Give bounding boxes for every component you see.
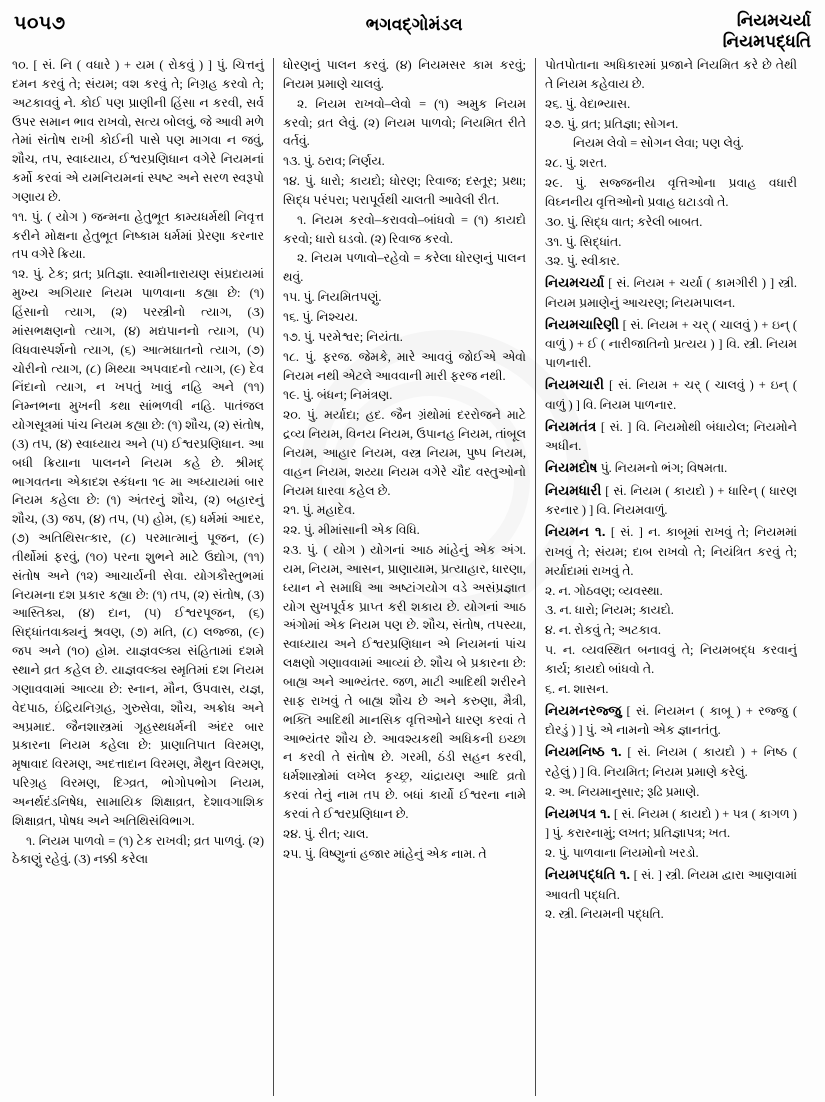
- text-column-1: [12, 56, 273, 1096]
- sense-paragraph: ૨૨. પું. મીમાંસાની એક વિધિ.: [283, 523, 420, 538]
- headword: નિયમપત્ર ૧.: [545, 805, 611, 821]
- book-title: ભગવદ્ગોમંડલ: [365, 15, 463, 34]
- sense-paragraph: ૨૬. પું. વેદાભ્યાસ.: [545, 96, 631, 111]
- sense-paragraph: ૨૯. પું. સજ્જનીય વૃત્તિઓના પ્રવાહ વધારી વિઘ્નનીય વૃત્તિઓનો પ્રવાહ ઘટાડવો તે.: [545, 176, 797, 209]
- sense-paragraph: ૨. નિયમ પળાવો–રહેવો = કરેલા ધોરણનું પાલન થવું.: [283, 251, 526, 285]
- page-number: ૫૦૫૭: [14, 13, 66, 34]
- headword: નિયમનિષ્ઠ ૧.: [545, 744, 622, 760]
- sense-paragraph: ૧૬. પું. નિશ્ચય.: [283, 309, 358, 324]
- guide-word-first: નિયમચર્યા: [736, 11, 811, 30]
- column-container: [0, 56, 825, 1096]
- sense-paragraph: ૨૭. પું. વ્રત; પ્રતિજ્ઞા; સોગન.: [545, 116, 679, 131]
- entry-definition: પું. નિયમનો ભંગ; વિષમતા.: [597, 461, 728, 476]
- dictionary-entry: [545, 522, 797, 580]
- sense-paragraph: ૧૦. [ સં. નિ ( વધારે ) + યમ ( રોકવું ) ] પું. ચિત્તનું દમન કરવું તે; સંયમ; વશ કરવું તે; નિગ્રહ કરવો તે; અટકાવવું ને. કોઈ પણ પ્રાણીની હિંસા ન કરવી, સર્વ ઉપર સમાન ભાવ રાખવો, સત્ય બોલવું, જે આવી મળે તેમાં સંતોષ રાખી કોઈની પાસે પણ માગવા ન જવું, શૌચ, તપ, સ્વાધ્યાય, ઈશ્વરપ્રણિધાન વગેરે નિયમનાં કર્મો કરવાં એ યમનિયમનાં સ્પષ્ટ અને સરળ સ્વરૂપો ગણાય છે.: [12, 58, 264, 204]
- dictionary-entry: [545, 417, 797, 457]
- headword: નિયમન ૧.: [545, 524, 606, 540]
- entry-definition: [ સં. નિયમ ( કાયદો ) + પત્ર ( કાગળ ) ] પું. કરારનામું; લખત; પ્રતિજ્ઞાપત્ર; ખત.: [545, 806, 797, 841]
- sense-paragraph: ૨. પું. પાળવાના નિયમોનો ખરડો.: [545, 846, 699, 861]
- headword: નિયમચર્યા: [545, 275, 605, 291]
- entry-definition: [ સં. નિયમ ( કાયદો ) + ધારિન્ ( ધારણ કરનાર ) ] વિ. નિયમવાળું.: [545, 483, 797, 518]
- dictionary-entry: [545, 458, 797, 479]
- guide-words: [723, 10, 811, 53]
- text-column-3: [536, 56, 797, 1096]
- sense-paragraph: ૨૩. પું. ( યોગ ) યોગનાં આઠ માંહેનું એક અંગ. યમ, નિયમ, આસન, પ્રાણાયામ, પ્રત્યાહાર, ધારણા, ધ્યાન ને સમાધિ આ અષ્ટાંગયોગ વડે અસંપ્રજ્ઞાત યોગ સુખપૂર્વક પ્રાપ્ત કરી શકાય છે. યોગનાં આઠ અંગોમાં એક નિયમ પણ છે. શૌચ, સંતોષ, તપસ્યા, સ્વાધ્યાય અને ઈશ્વરપ્રણિધાન એ નિયમનાં પાંચ લક્ષણો ગણાવવામાં આવ્યાં છે. શૌચ બે પ્રકારના છે: બાહ્ય અને આભ્યંતર. જળ, માટી આદિથી શરીરને સાફ રાખવું તે બાહ્ય શૌચ છે અને કરુણા, મૈત્રી, ભક્તિ આદિથી માનસિક વૃત્તિઓને ધારણ કરવાં તે આભ્યંતર શૌચ છે. આવશ્યકથી અધિકની ઇચ્છા ન કરવી તે સંતોષ છે. ગરમી, ઠંડી સહન કરવી, ધર્મશાસ્ત્રોમાં લખેલ કૃચ્છ્ર, ચાંદ્રાયણ આદિ વ્રતો કરવાં તેનું નામ તપ છે. બધાં કાર્યો ઈશ્વરના નામે કરવાં તે ઈશ્વરપ્રણિધાન છે.: [283, 543, 526, 821]
- headword: નિયમદોષ: [545, 460, 598, 476]
- entry-definition: [ સં. નિયમ ( કાયદો ) + નિષ્ઠ ( રહેલું ) ] વિ. નિયમિત; નિયમ પ્રમાણે કરેલું.: [545, 745, 797, 779]
- sense-paragraph: ૧. નિયમ પાળવો = (૧) ટેક રાખવી; વ્રત પાળવું. (૨) ઠેકાણું રહેવું. (૩) નક્કી કરેલા: [12, 833, 264, 867]
- dictionary-entry: [545, 315, 797, 373]
- sense-paragraph: ૧૧. પું. ( યોગ ) જન્મના હેતુભૂત કામ્યધર્મથી નિવૃત્ત કરીને મોક્ષના હેતુભૂત નિષ્કામ ધર્મમાં પ્રેરણા કરનાર તપ વગેરે ક્રિયા.: [12, 209, 264, 262]
- sense-paragraph: ૩૦. પું. સિદ્ધ વાત; કરેલી બાબત.: [545, 214, 703, 229]
- sense-paragraph: ૨. નિયમ રાખવો–લેવો = (૧) અમુક નિયમ કરવો; વ્રત લેવું. (૨) નિયમ પાળવો; નિયમિત રીતે વર્તવું.: [283, 96, 526, 149]
- dictionary-entry: [545, 701, 797, 741]
- guide-word-last: નિયમપદ્ધતિ: [722, 32, 811, 52]
- sense-paragraph: ૨૪. પું. રીત; ચાલ.: [283, 826, 369, 841]
- dictionary-entry: [545, 865, 797, 905]
- sense-paragraph: ૨૮. પું. શરત.: [545, 156, 607, 171]
- sense-paragraph: ૨. સ્ત્રી. નિયમની પદ્ધતિ.: [545, 907, 664, 922]
- entry-definition: [ સં. ] સ્ત્રી. નિયમ દ્વારા આણવામાં આવતી પદ્ધતિ.: [545, 867, 797, 902]
- sense-paragraph: ૨. અ. નિયમાનુસાર; રૂઢિ પ્રમાણે.: [545, 784, 700, 799]
- sense-paragraph: ૩૧. પું. સિદ્ધાંત.: [545, 234, 622, 249]
- sense-paragraph: ૧૪. પું. ધારો; કાયદો; ધોરણ; રિવાજ; દસ્તૂર; પ્રથા; સિદ્ધ પરંપરા; પરાપૂર્વથી ચાલતી આવેલી રીત.: [283, 174, 526, 207]
- dictionary-entry: [545, 804, 797, 844]
- sense-paragraph: ૧૨. પું. ટેક; વ્રત; પ્રતિજ્ઞા. સ્વામીનારાયણ સંપ્રદાયમાં મુખ્ય અગિયાર નિયમ પાળવાના કહ્યા છે: (૧) હિંસાનો ત્યાગ, (૨) પરસ્ત્રીનો ત્યાગ, (૩) માંસભક્ષણનો ત્યાગ, (૪) મદ્યપાનનો ત્યાગ, (૫) વિધવાસ્પર્શનો ત્યાગ, (૬) આત્મઘાતનો ત્યાગ, (૭) ચોરીનો ત્યાગ, (૮) મિથ્યા અપવાદનો ત્યાગ, (૯) દેવ નિંદાનો ત્યાગ, ન ખપતું ખાવું નહિ અને (૧૧) નિમ્નભના મુખની કથા સાંભળવી નહિ. પાતંજલ યોગસૂત્રમાં પાંચ નિયમ કહ્યા છે: (૧) શૌચ, (૨) સંતોષ, (૩) તપ, (૪) સ્વાધ્યાય અને (૫) ઈશ્વરપ્રણિધાન. આ બધી ક્રિયાના પાલનને નિયમ કહે છે. શ્રીમદ્ ભાગવતના એકાદશ સ્કંધના ૧૯ મા અધ્યાયમાં બાર નિયમ કહેલા છે: (૧) અંતરનું શૌચ, (૨) બહારનું શૌચ, (૩) જપ, (૪) તપ, (૫) હોમ, (૬) ધર્મમાં આદર, (૭) અતિથિસત્કાર, (૮) પરમાત્માનું પૂજન, (૯) તીર્થોમાં ફરવું, (૧૦) પરના શુભને માટે ઉદ્યોગ, (૧૧) સંતોષ અને (૧૨) આચાર્યની સેવા. યોગકૌસ્તુભમાં નિયમના દશ પ્રકાર કહ્યા છે: (૧) તપ, (૨) સંતોષ, (૩) આસ્તિક્ય, (૪) દાન, (૫) ઈશ્વરપૂજન, (૬) સિદ્ધાંતવાક્યનું શ્રવણ, (૭) મતિ, (૮) લજ્જા, (૯) જપ અને (૧૦) હોમ. યાજ્ઞવલ્ક્ય સંહિતામાં દશમે સ્થાને વ્રત કહેલ છે. યાજ્ઞવલ્ક્ય સ્મૃતિમાં દશ નિયમ ગણાવવામાં આવ્યા છે: સ્નાન, મૌન, ઉપવાસ, યજ્ઞ, વેદપાઠ, ઇંદ્રિયનિગ્રહ, ગુરુસેવા, શૌચ, અક્રોધ અને અપ્રમાદ. જૈનશાસ્ત્રમાં ગૃહસ્થધર્મની અંદર બાર પ્રકારના નિયમ કહેલા છે: પ્રાણાતિપાત વિરમણ, મૃષાવાદ વિરમણ, અદત્તાદાન વિરમણ, મૈથુન વિરમણ, પરિગ્રહ વિરમણ, દિગ્વ્રત, ભોગોપભોગ નિયમ, અનર્થદંડનિષેધ, સામાયિક શિક્ષાવ્રત, દેશાવગાશિક શિક્ષાવ્રત, પોષધ અને અતિથિસંવિભાગ.: [12, 267, 264, 828]
- sense-paragraph: ૨૧. પું. મહાદેવ.: [283, 503, 356, 518]
- sense-paragraph: ૩૨. પું. સ્વીકાર.: [545, 254, 620, 269]
- sense-paragraph: ૨૫. પું. વિષ્ણુનાં હજાર માંહેનું એક નામ. તે: [283, 846, 487, 861]
- headword: નિયમધારી: [545, 482, 602, 498]
- entry-definition: [ સં. નિયમ + ચર્યા ( કામગીરી ) ] સ્ત્રી. નિયમ પ્રમાણેનું આચરણ; નિયમપાલન.: [545, 276, 797, 310]
- dictionary-entry: [545, 375, 797, 415]
- dictionary-entry: [545, 481, 797, 521]
- sense-paragraph: ૩. ન. ધારો; નિયમ; કાયદો.: [545, 603, 674, 618]
- sense-paragraph: ૨. ન. ગોઠવણ; વ્યવસ્થા.: [545, 583, 663, 598]
- sense-paragraph: ૧૩. પું. ઠરાવ; નિર્ણય.: [283, 154, 385, 169]
- sense-paragraph: ૨૦. પું. મર્યાદા; હદ. જૈન ગ્રંથોમાં દરરોજને માટે દ્રવ્ય નિયમ, વિનય નિયમ, ઉપાનહ નિયમ, તાંબૂલ નિયમ, આહાર નિયમ, વસ્ત્ર નિયમ, પુષ્પ નિયમ, વાહન નિયમ, શય્યા નિયમ વગેરે ચૌદ વસ્તુઓનો નિયમ ધારવા કહેલ છે.: [283, 408, 526, 498]
- dictionary-entry: [545, 742, 797, 782]
- headword: નિયમનરજ્જુ: [545, 702, 622, 718]
- entry-definition: [ સં. નિયમ + ચર્ ( ચાલવું ) + ઇન્ ( વાળું ) + ઈ ( નારીજાતિનો પ્રત્યય ) ] વિ. સ્ત્રી. નિયમ પાળનારી.: [545, 317, 797, 371]
- headword: નિયમતંત્ર: [545, 418, 597, 434]
- entry-definition: [ સં. નિયમન ( કાબૂ ) + રજ્જુ ( દોરડું ) ] પું. એ નામનો એક જ્ઞાનતંતુ.: [545, 703, 797, 738]
- text-column-2: [274, 56, 535, 1096]
- sense-paragraph: ધોરણનું પાલન કરવું. (૪) નિયમસર કામ કરવું; નિયમ પ્રમાણે ચાલવું.: [283, 58, 526, 91]
- sense-paragraph: ૫. ન. વ્યવસ્થિત બનાવવું તે; નિયમબદ્ધ કરવાનું કાર્ય; કાયદો બાંધવો તે.: [545, 643, 797, 676]
- sense-paragraph: ૧૯. પું. બંધન; નિમંત્રણ.: [283, 388, 393, 403]
- headword: નિયમચારી: [545, 377, 605, 393]
- headword: નિયમપદ્ધતિ ૧.: [545, 866, 631, 882]
- sense-paragraph: ૧૮. પું. ફરજ. જેમકે, મારે આવવું જોઈએ એવો નિયમ નથી એટલે આવવાની મારી ફરજ નથી.: [283, 349, 526, 383]
- sense-paragraph: ૧. નિયમ કરવો–કરાવવો–બાંધવો = (૧) કાયદો કરવો; ધારો ઘડવો. (૨) રિવાજ કરવો.: [283, 212, 526, 246]
- sense-paragraph: પોતપોતાના અધિકારમાં પ્રજાને નિયમિત કરે છે તેથી તે નિયમ કહેવાય છે.: [545, 58, 797, 91]
- sense-paragraph: ૧૫. પું. નિયમિતપણું.: [283, 290, 382, 305]
- entry-definition: [ સં. ] વિ. નિયમોથી બંધાયેલ; નિયમોને અધીન.: [545, 419, 797, 454]
- dictionary-entry: [545, 273, 797, 313]
- sense-paragraph: ૧૭. પું. પરમેશ્વર; નિયંતા.: [283, 329, 403, 344]
- sense-paragraph: નિયમ લેવો = સોગન લેવા; પણ લેવું.: [573, 136, 744, 151]
- entry-definition: [ સં. નિયમ + ચર્ ( ચાલવું ) + ઇન્ ( વાળું ) ] વિ. નિયમ પાળનાર.: [545, 378, 797, 412]
- sense-paragraph: ૪. ન. રોકવું તે; અટકાવ.: [545, 623, 662, 638]
- entry-definition: [ સં. ] ન. કાબૂમાં રાખવું તે; નિયમમાં રાખવું તે; સંયમ; દાબ રાખવો તે; નિયંત્રિત કરવું તે; મર્યાદામાં રાખવું તે.: [545, 525, 797, 578]
- running-head: [0, 0, 825, 56]
- headword: નિયમચારિણી: [545, 316, 619, 332]
- sense-paragraph: ૬. ન. શાસન.: [545, 681, 609, 696]
